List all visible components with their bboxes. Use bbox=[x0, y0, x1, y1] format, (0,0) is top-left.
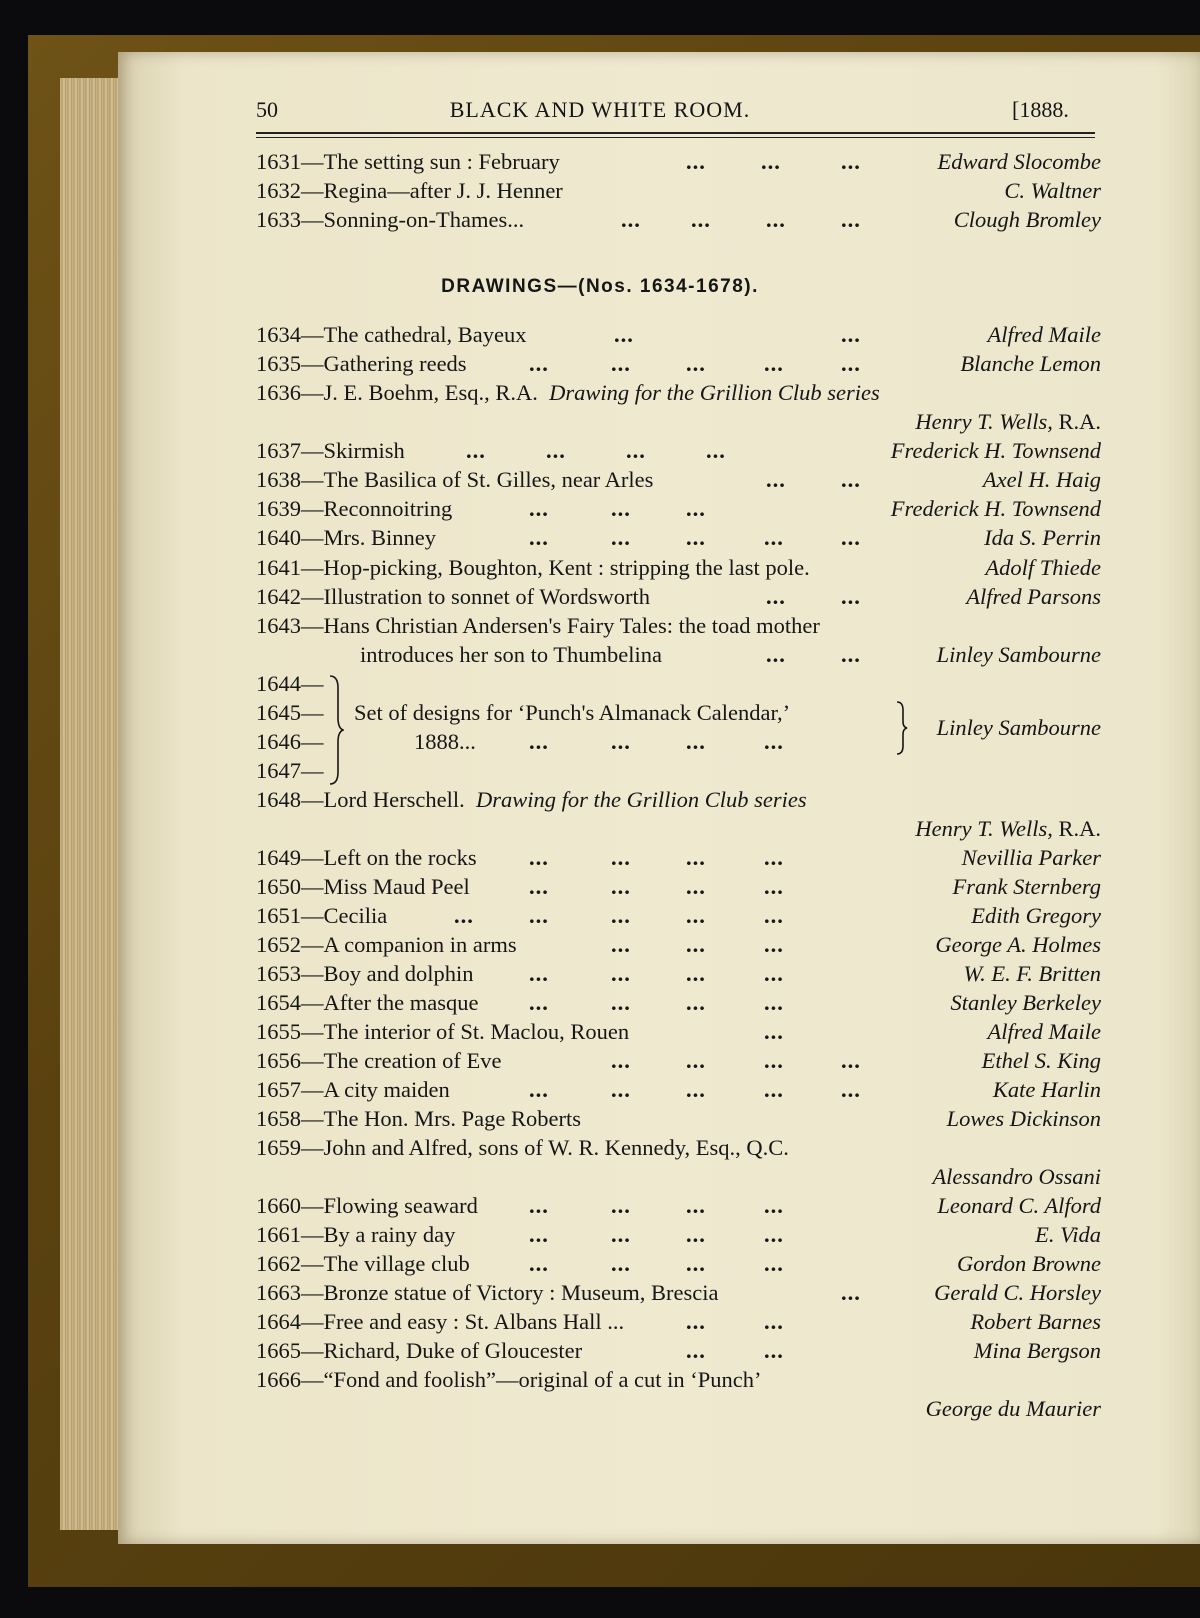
leader-dots: ... bbox=[611, 525, 631, 550]
artist-name: Kate Harlin bbox=[992, 1077, 1101, 1102]
entry-number: 1645— bbox=[256, 700, 324, 725]
leader-dots: ... bbox=[686, 1193, 706, 1218]
leader-dots: ... bbox=[529, 525, 549, 550]
page-number: 50 bbox=[256, 97, 278, 122]
entry-title: 1650—Miss Maud Peel bbox=[256, 874, 470, 899]
artist-name: Clough Bromley bbox=[953, 207, 1101, 232]
entry-number: 1644— bbox=[256, 671, 324, 696]
leader-dots: ... bbox=[686, 525, 706, 550]
list-item bbox=[256, 465, 1101, 495]
entry-title: 1653—Boy and dolphin bbox=[256, 961, 474, 986]
entry-title: 1637—Skirmish bbox=[256, 438, 405, 463]
leader-dots: ... bbox=[611, 961, 631, 986]
list-item bbox=[256, 669, 1101, 699]
leader-dots: ... bbox=[764, 903, 784, 928]
list-item bbox=[256, 814, 1101, 844]
entry-title-continued: introduces her son to Thumbelina bbox=[360, 642, 663, 667]
artist-name: Alessandro Ossani bbox=[932, 1164, 1101, 1189]
leader-dots: ... bbox=[691, 207, 711, 232]
leader-dots: ... bbox=[841, 584, 861, 609]
leader-dots: ... bbox=[766, 467, 786, 492]
leader-dots: ... bbox=[764, 729, 784, 754]
artist-name: Stanley Berkeley bbox=[950, 990, 1101, 1015]
artist-name: George du Maurier bbox=[925, 1396, 1101, 1421]
list-item bbox=[256, 320, 1101, 350]
leader-dots: ... bbox=[764, 1309, 784, 1334]
list-item bbox=[256, 843, 1101, 873]
leader-dots: ... bbox=[766, 584, 786, 609]
list-item bbox=[256, 713, 1101, 743]
list-item bbox=[256, 901, 1101, 931]
entry-note: Drawing for the Grillion Club series bbox=[475, 787, 807, 812]
leader-dots: ... bbox=[529, 496, 549, 521]
leader-dots: ... bbox=[766, 642, 786, 667]
leader-dots: ... bbox=[764, 1193, 784, 1218]
entry-title: 1649—Left on the rocks bbox=[256, 845, 477, 870]
header-rule bbox=[256, 132, 1095, 134]
entry-title-continued: 1888... bbox=[414, 729, 476, 754]
artist-name: Lowes Dickinson bbox=[946, 1106, 1101, 1131]
list-item bbox=[256, 523, 1101, 553]
list-item bbox=[256, 930, 1101, 960]
list-item bbox=[256, 378, 1101, 408]
leader-dots: ... bbox=[529, 874, 549, 899]
entry-title: 1661—By a rainy day bbox=[256, 1222, 456, 1247]
leader-dots: ... bbox=[529, 961, 549, 986]
entry-title: 1658—The Hon. Mrs. Page Roberts bbox=[256, 1106, 581, 1131]
entry-number: 1647— bbox=[256, 758, 324, 783]
leader-dots: ... bbox=[611, 1251, 631, 1276]
entry-title: 1655—The interior of St. Maclou, Rouen bbox=[256, 1019, 630, 1044]
leader-dots: ... bbox=[611, 990, 631, 1015]
entry-title: 1654—After the masque bbox=[256, 990, 479, 1015]
artist-name: Henry T. Wells, R.A. bbox=[915, 409, 1101, 434]
list-item bbox=[256, 582, 1101, 612]
leader-dots: ... bbox=[626, 438, 646, 463]
list-item bbox=[256, 988, 1101, 1018]
leader-dots: ... bbox=[686, 874, 706, 899]
list-item bbox=[256, 611, 1101, 641]
entry-title: 1635—Gathering reeds bbox=[256, 351, 467, 376]
leader-dots: ... bbox=[529, 1193, 549, 1218]
list-item bbox=[256, 1278, 1101, 1308]
list-item bbox=[256, 1075, 1101, 1105]
leader-dots: ... bbox=[706, 438, 726, 463]
artist-name: Linley Sambourne bbox=[936, 715, 1101, 740]
leader-dots: ... bbox=[529, 990, 549, 1015]
leader-dots: ... bbox=[764, 1251, 784, 1276]
leader-dots: ... bbox=[686, 845, 706, 870]
artist-name: Edward Slocombe bbox=[937, 149, 1101, 174]
artist-name: Frederick H. Townsend bbox=[890, 496, 1101, 521]
leader-dots: ... bbox=[546, 438, 566, 463]
leader-dots: ... bbox=[611, 729, 631, 754]
entry-title: 1651—Cecilia bbox=[256, 903, 388, 928]
artist-name: Ida S. Perrin bbox=[984, 525, 1101, 550]
leader-dots: ... bbox=[611, 1222, 631, 1247]
entry-title: 1662—The village club bbox=[256, 1251, 470, 1276]
artist-name: Edith Gregory bbox=[971, 903, 1101, 928]
leader-dots: ... bbox=[764, 1338, 784, 1363]
entry-title: 1638—The Basilica of St. Gilles, near Arles bbox=[256, 467, 654, 492]
leader-dots: ... bbox=[841, 525, 861, 550]
section-heading: DRAWINGS—(Nos. 1634-1678). bbox=[441, 276, 759, 297]
artist-name: Adolf Thiede bbox=[985, 555, 1101, 580]
leader-dots: ... bbox=[466, 438, 486, 463]
leader-dots: ... bbox=[686, 1251, 706, 1276]
leader-dots: ... bbox=[529, 845, 549, 870]
artist-name: Henry T. Wells, R.A. bbox=[915, 816, 1101, 841]
running-head: BLACK AND WHITE ROOM. bbox=[449, 97, 751, 122]
artist-name: Blanche Lemon bbox=[960, 351, 1101, 376]
entry-title: 1663—Bronze statue of Victory : Museum, Brescia bbox=[256, 1280, 719, 1305]
leader-dots: ... bbox=[764, 1077, 784, 1102]
list-item bbox=[256, 1191, 1101, 1221]
leader-dots: ... bbox=[611, 496, 631, 521]
leader-dots: ... bbox=[841, 467, 861, 492]
entry-title: 1639—Reconnoitring bbox=[256, 496, 453, 521]
list-item bbox=[256, 553, 1101, 583]
artist-name: Alfred Maile bbox=[987, 322, 1101, 347]
entry-title: 1643—Hans Christian Andersen's Fairy Tales: the toad mother bbox=[256, 613, 820, 638]
list-item bbox=[256, 176, 1101, 206]
leader-dots: ... bbox=[764, 874, 784, 899]
artist-name: Axel H. Haig bbox=[982, 467, 1101, 492]
list-item bbox=[256, 1394, 1101, 1424]
list-item bbox=[256, 959, 1101, 989]
entry-title: 1631—The setting sun : February bbox=[256, 149, 560, 174]
leader-dots: ... bbox=[686, 496, 706, 521]
artist-name: Linley Sambourne bbox=[936, 642, 1101, 667]
list-item bbox=[256, 1249, 1101, 1279]
leader-dots: ... bbox=[529, 1251, 549, 1276]
list-item bbox=[256, 1220, 1101, 1250]
leader-dots: ... bbox=[611, 903, 631, 928]
entry-title: 1634—The cathedral, Bayeux bbox=[256, 322, 527, 347]
entry-title: 1664—Free and easy : St. Albans Hall ... bbox=[256, 1309, 625, 1334]
list-item bbox=[256, 872, 1101, 902]
leader-dots: ... bbox=[841, 149, 861, 174]
entry-title: 1640—Mrs. Binney bbox=[256, 525, 436, 550]
entry-title: 1648—Lord Herschell. Drawing for the Grillion Club series bbox=[256, 787, 807, 812]
leader-dots: ... bbox=[841, 642, 861, 667]
entry-title: 1636—J. E. Boehm, Esq., R.A. Drawing for the Grillion Club series bbox=[256, 380, 880, 405]
leader-dots: ... bbox=[764, 351, 784, 376]
leader-dots: ... bbox=[529, 351, 549, 376]
leader-dots: ... bbox=[761, 149, 781, 174]
list-item bbox=[256, 147, 1101, 177]
leader-dots: ... bbox=[841, 207, 861, 232]
entry-title: 1656—The creation of Eve bbox=[256, 1048, 502, 1073]
entry-title: 1657—A city maiden bbox=[256, 1077, 450, 1102]
artist-name: Gordon Browne bbox=[957, 1251, 1101, 1276]
leader-dots: ... bbox=[841, 322, 861, 347]
leader-dots: ... bbox=[529, 729, 549, 754]
leader-dots: ... bbox=[621, 207, 641, 232]
leader-dots: ... bbox=[764, 1048, 784, 1073]
list-item bbox=[256, 436, 1101, 466]
leader-dots: ... bbox=[686, 351, 706, 376]
artist-name: Frank Sternberg bbox=[952, 874, 1101, 899]
header-rule-thin bbox=[256, 137, 1095, 138]
leader-dots: ... bbox=[686, 1077, 706, 1102]
leader-dots: ... bbox=[764, 932, 784, 957]
artist-name: E. Vida bbox=[1035, 1222, 1101, 1247]
entry-title: 1659—John and Alfred, sons of W. R. Kennedy, Esq., Q.C. bbox=[256, 1135, 789, 1160]
list-item bbox=[256, 1336, 1101, 1366]
leader-dots: ... bbox=[686, 961, 706, 986]
leader-dots: ... bbox=[529, 903, 549, 928]
leader-dots: ... bbox=[841, 1077, 861, 1102]
entry-title: 1642—Illustration to sonnet of Wordsworth bbox=[256, 584, 650, 609]
leader-dots: ... bbox=[454, 903, 474, 928]
leader-dots: ... bbox=[611, 351, 631, 376]
artist-name: Ethel S. King bbox=[981, 1048, 1101, 1073]
entry-title: 1665—Richard, Duke of Gloucester bbox=[256, 1338, 583, 1363]
leader-dots: ... bbox=[764, 1019, 784, 1044]
leader-dots: ... bbox=[611, 932, 631, 957]
entry-number: 1646— bbox=[256, 729, 324, 754]
year-label: [1888. bbox=[1012, 97, 1069, 122]
artist-name: C. Waltner bbox=[1004, 178, 1101, 203]
leader-dots: ... bbox=[529, 1077, 549, 1102]
list-item bbox=[256, 1104, 1101, 1134]
artist-name: George A. Holmes bbox=[935, 932, 1101, 957]
entry-title: 1641—Hop-picking, Boughton, Kent : stripping the last pole. bbox=[256, 555, 810, 580]
leader-dots: ... bbox=[841, 351, 861, 376]
leader-dots: ... bbox=[764, 845, 784, 870]
leader-dots: ... bbox=[841, 1048, 861, 1073]
leader-dots: ... bbox=[841, 1280, 861, 1305]
entry-title: Set of designs for ‘Punch's Almanack Calendar,’ bbox=[354, 700, 791, 725]
list-item bbox=[256, 407, 1101, 437]
entry-title: 1632—Regina—after J. J. Henner bbox=[256, 178, 563, 203]
leader-dots: ... bbox=[611, 1048, 631, 1073]
artist-name: Nevillia Parker bbox=[961, 845, 1101, 870]
artist-name: W. E. F. Britten bbox=[963, 961, 1101, 986]
leader-dots: ... bbox=[686, 990, 706, 1015]
list-item bbox=[256, 1162, 1101, 1192]
entry-title: 1666—“Fond and foolish”—original of a cut in ‘Punch’ bbox=[256, 1367, 762, 1392]
artist-name: Mina Bergson bbox=[973, 1338, 1101, 1363]
artist-name: Robert Barnes bbox=[970, 1309, 1101, 1334]
leader-dots: ... bbox=[686, 1222, 706, 1247]
list-item bbox=[256, 349, 1101, 379]
list-item bbox=[256, 205, 1101, 235]
entry-note: Drawing for the Grillion Club series bbox=[549, 380, 880, 405]
list-item bbox=[256, 1046, 1101, 1076]
artist-name: Alfred Maile bbox=[987, 1019, 1101, 1044]
list-item bbox=[256, 1133, 1101, 1163]
leader-dots: ... bbox=[686, 1309, 706, 1334]
leader-dots: ... bbox=[611, 845, 631, 870]
leader-dots: ... bbox=[686, 729, 706, 754]
leader-dots: ... bbox=[764, 961, 784, 986]
leader-dots: ... bbox=[686, 1338, 706, 1363]
leader-dots: ... bbox=[686, 932, 706, 957]
list-item bbox=[256, 640, 1101, 670]
leader-dots: ... bbox=[611, 1193, 631, 1218]
list-item bbox=[256, 1365, 1101, 1395]
artist-name: Alfred Parsons bbox=[966, 584, 1101, 609]
entry-title: 1660—Flowing seaward bbox=[256, 1193, 478, 1218]
leader-dots: ... bbox=[611, 874, 631, 899]
list-item bbox=[256, 756, 1101, 786]
leader-dots: ... bbox=[686, 149, 706, 174]
leader-dots: ... bbox=[686, 1048, 706, 1073]
leader-dots: ... bbox=[764, 1222, 784, 1247]
list-item bbox=[256, 1017, 1101, 1047]
entry-title: 1633—Sonning-on-Thames... bbox=[256, 207, 525, 232]
artist-name: Gerald C. Horsley bbox=[934, 1280, 1101, 1305]
leader-dots: ... bbox=[614, 322, 634, 347]
leader-dots: ... bbox=[764, 990, 784, 1015]
artist-name: Leonard C. Alford bbox=[937, 1193, 1101, 1218]
leader-dots: ... bbox=[764, 525, 784, 550]
list-item bbox=[256, 785, 1101, 815]
leader-dots: ... bbox=[766, 207, 786, 232]
leader-dots: ... bbox=[529, 1222, 549, 1247]
leader-dots: ... bbox=[686, 903, 706, 928]
artist-name: Frederick H. Townsend bbox=[890, 438, 1101, 463]
list-item bbox=[256, 1307, 1101, 1337]
list-item bbox=[256, 494, 1101, 524]
entry-title: 1652—A companion in arms bbox=[256, 932, 517, 957]
leader-dots: ... bbox=[611, 1077, 631, 1102]
